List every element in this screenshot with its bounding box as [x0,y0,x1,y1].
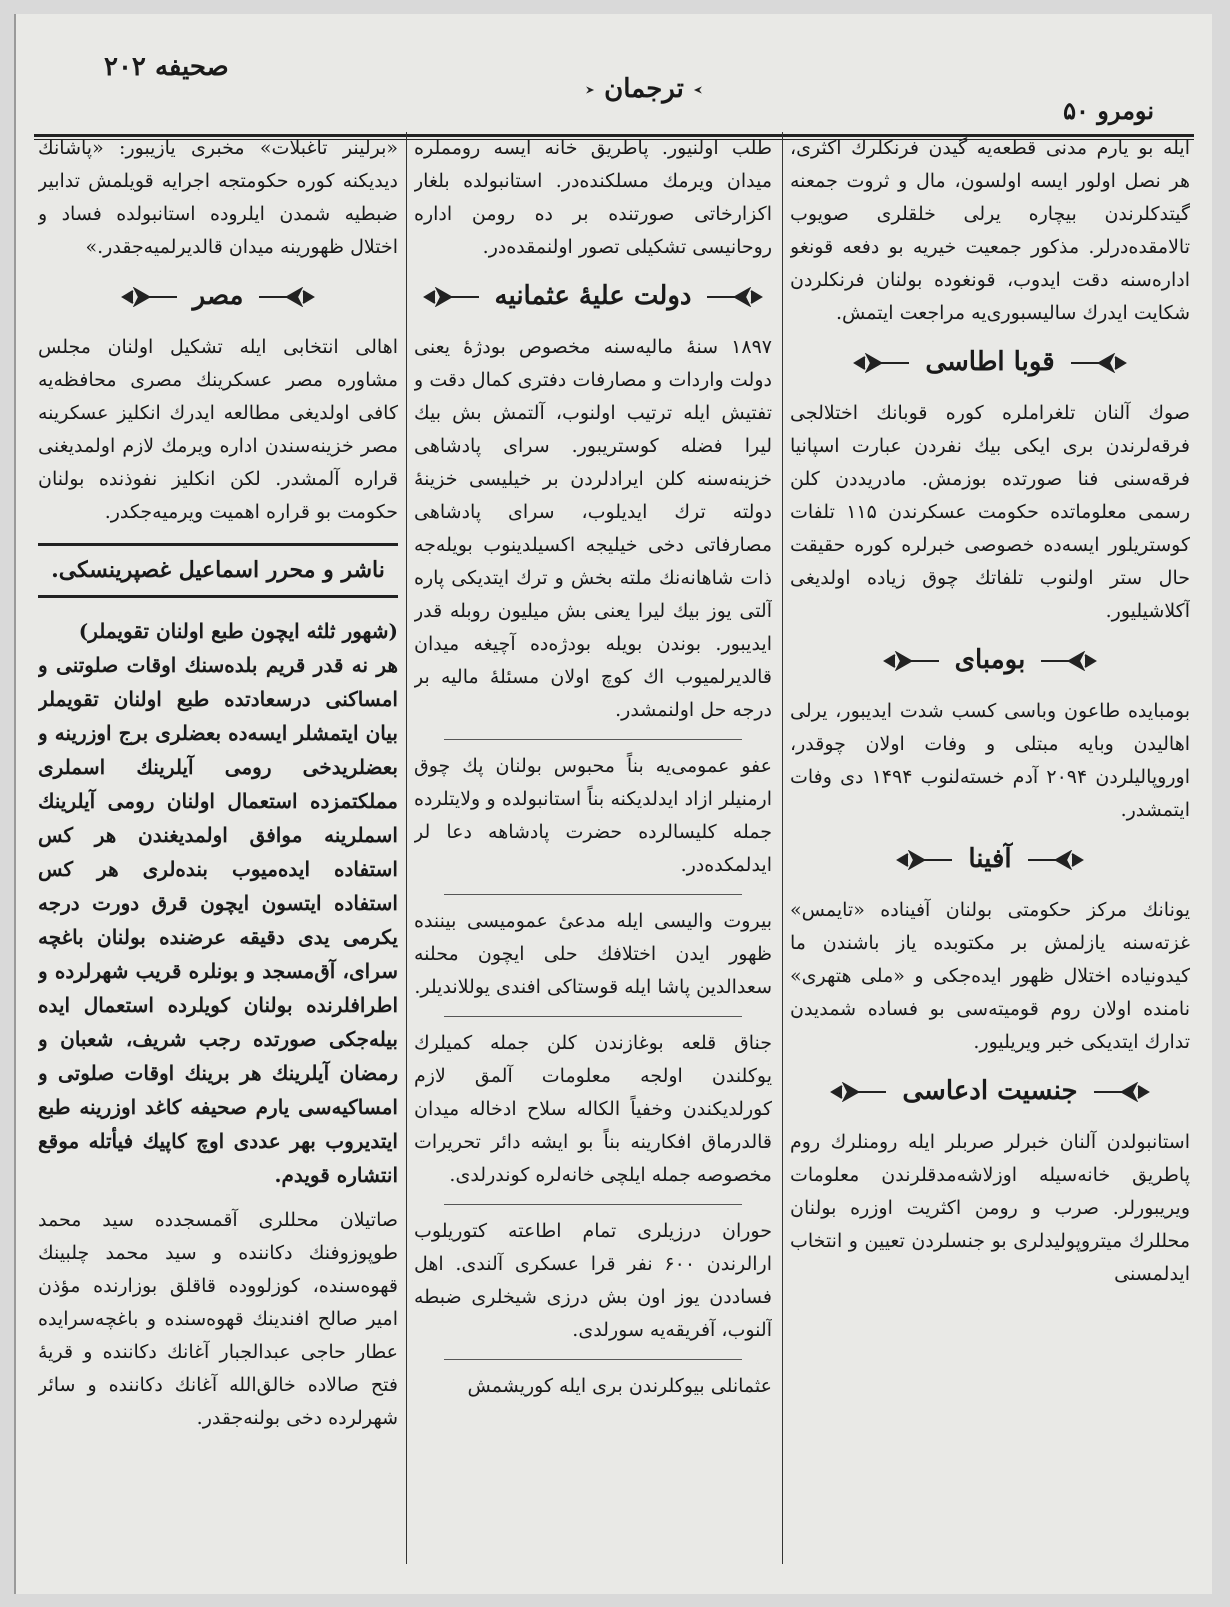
separator [444,1359,742,1360]
article-paragraph: «برلینر تاغبلات» مخبری یازیبور: «پاشانك دیدیکنه کوره حکومتجه اجرایه قویلمش تدابیر ضبطیه شمدن ایلروده استانبولده فساد و اختلال ظهورینه میدان قالدیرلمیه‌جقدر.» [38,137,398,258]
article-paragraph: بیروت والیسی ایله مدعیٔ عمومیسی بیننده ظهور ایدن اختلافك حلی ایچون محلنه سعدالدین پاشا ایله قوستاکی افندی یوللاندیلر. [414,910,772,998]
section-heading [790,644,1190,677]
ornament-icon [423,287,481,307]
article-paragraph: بومبایده طاعون وباسی کسب شدت ایدیبور، یرلی اهالیدن وبایه مبتلی و وفات اولان چوقدر، اوروپالیلردن ۲۰۹۴ آدم خسته‌لنوب ۱۴۹۴ دی وفات ایتمشدر. [790,700,1190,821]
ornament-icon [569,81,595,99]
article-paragraph: جناق قلعه بوغازندن کلن جمله کمیلرك یوکلندن اولجه معلومات آلمق لازم کورلدیکندن وخفیاً الکاله سلاح ادخاله میدان قالدرماق افکارینه بناً بو ایشه دائر تحریرات مخصوصه جمله ایلچی خانه‌لره کوندرلدی. [414,1032,772,1186]
separator [444,894,742,895]
heading-text: مصر [192,281,244,311]
ornament-icon [853,353,911,373]
column-left [38,132,398,1564]
heading-text: قوبا اطاسی [925,347,1055,377]
section-heading [38,280,398,313]
notice-title: (شهور ثلثه ایچون طبع اولنان تقویملر) [78,619,398,643]
article-paragraph: اهالی انتخابی ایله تشکیل اولنان مجلس مشاوره مصر عسکرینك مصری محافظه‌یه کافی اولدیغی مطالعه ایدرك انکلیز عسکرینه مصر خزینه‌سندن اداره ویرمك لازم اولمدیغنی قراره آلمشدر. لکن انکلیز نفوذنده بولنان حکومت بو قراره اهمیت ویرمیه‌جکدر. [38,336,398,523]
ornament-icon [693,81,719,99]
column-divider [782,132,783,1564]
newspaper-title [554,74,734,104]
newspaper-page [14,14,1212,1594]
article-paragraph: حوران درزیلری تمام اطاعته کتوریلوب ارالرندن ۶۰۰ نفر قرا عسکری آلندی. اهل فساددن یوز اون بش درزی شیخلری ضبطه آلنوب، آفریقه‌یه سورلدی. [414,1220,772,1341]
ornament-icon [883,651,941,671]
column-divider [406,132,407,1564]
ornament-icon [705,287,763,307]
publisher-byline: ناشر و محرر اسماعیل غصپرینسکی. [38,543,398,598]
separator [444,1016,742,1017]
issue-number: نومرو ۵۰ [1063,96,1154,125]
column-middle [414,132,772,1564]
heading-text: دولت علیهٔ عثمانیه [494,281,692,311]
article-paragraph: عثمانلی بیوکلرندن بری ایله کوریشمش [467,1375,772,1397]
article-paragraph: یونانك مرکز حکومتی بولنان آفیناده «تایمس» غزته‌سنه یازلمش بر مکتوبده یاز باشندن ما کیدونیاده اختلال ظهور ایده‌جکی و «ملی هتهری» نامنده اولان روم قومیته‌سی بو فساده شمدیدن تدارك ایتدیکی خبر ویریلیور. [790,899,1190,1053]
page-number: صحیفه ۲۰۲ [104,52,229,82]
masthead [34,34,1194,124]
article-paragraph: ۱۸۹۷ سنهٔ مالیه‌سنه مخصوص بودژهٔ یعنی دولت واردات و مصارفات دفتری کمال دقت و تفتیش ایله ترتیب اولنوب، آلتمش بش بیك لیرا فضله کوستریبور. سرای پادشاهی خزینه‌سنه کلن ایرادلردن بر خیلیسی خزینهٔ دولته ترك ایدیلوب، سرای پادشاهی مصارفاتی دخی خیلیجه اکسیلدینوب بویله‌جه ذات شاهانه‌نك ملته بخش و ترك ایتدیکی پاره آلتی یوز بیك لیرا یعنی بش میلیون روبله قدر ایدیبور. بوندن بویله بودژه‌ده آچیغه میدان قالدیرلمیوب اك کوچ اولان مسئلهٔ مالیه بر درجه حل اولنمشدر. [414,336,772,721]
section-heading [790,843,1190,876]
article-paragraph: ایله بو یارم مدنی قطعه‌یه گیدن فرنکلرك اکثری، هر نصل اولور ایسه اولسون، مال و ثروت جمعنه گیتدکلرندن بیچاره یرلی خلقلری صویوب تالامقده‌درلر. مذکور جمعیت خیریه بو دفعه قونغو اداره‌سنه دقت ایدوب، قونغوده بولنان فرنکلردن شکایت ایدرك سالیسبوری‌یه مراجعت ایتمش. [790,137,1190,324]
section-heading [790,346,1190,379]
article-paragraph: عفو عمومی‌یه بناً محبوس بولنان پك چوق ارمنیلر ازاد ایدلدیکنه بناً استانبولده و ولایتلرده جمله کلیسالرده حضرت پادشاهه دعا لر ایدلمکده‌در. [414,755,772,876]
heading-text: آفینا [968,844,1012,874]
ornament-icon [121,287,179,307]
section-heading [414,280,772,313]
ornament-icon [1026,850,1084,870]
ornament-icon [1039,651,1097,671]
ornament-icon [1069,353,1127,373]
column-right [790,132,1190,1564]
separator [444,1204,742,1205]
section-heading [790,1075,1190,1108]
ornament-icon [896,850,954,870]
article-paragraph: صاتیلان محللری آقمسجدده سید محمد طوپوزوفنك دکاننده و سید محمد چلبینك قهوه‌سنده، کوزلووده قاقلق بوزارنده مؤذن امیر صالح افندینك قهوه‌سنده و باغچه‌سرایده عطار حاجی عبدالجبار آغانك دکاننده و قریهٔ فتح صالاده خالق‌الله آغانك دکاننده و سائر شهرلرده دخی بولنه‌جقدر. [38,1209,398,1429]
heading-text: بومبای [954,645,1026,675]
article-paragraph: صوك آلنان تلغراملره کوره قوبانك اختلالجی فرقه‌لرندن بری ایکی بیك نفردن عبارت اسپانیا فرقه‌سنی فنا صورتده بوزمش. مادریددن کلن رسمی معلوماتده حکومت عسکرندن ۱۱۵ تلفات کوستریلور ایسه‌ده خصوصی خبرلره کوره حقیقت حال ستر اولنوب تلفاتك چوق زیاده اولدیغی آکلاشیلیور. [790,402,1190,622]
heading-text: جنسیت ادعاسی [902,1076,1078,1106]
newspaper-title-text: ترجمان [604,74,684,104]
ornament-icon [257,287,315,307]
ornament-icon [830,1082,888,1102]
article-paragraph: استانبولدن آلنان خبرلر صربلر ایله رومنلرك روم پاطریق خانه‌سیله اوزلاشه‌مدقلرندن معلومات ویریبورلر. صرب و رومن اکثریت اوزره بولنان محللرك میتروپولیدلری بو جنسلردن تعیین و انتخاب ایدلمسنی [790,1131,1190,1285]
separator [444,739,742,740]
article-paragraph: طلب اولنیور. پاطریق خانه ایسه رومملره میدان ویرمك مسلکنده‌در. استانبولده بلغار اکزارخاتی صورتنده بر ده رومن اداره روحانیسی تشکیلی تصور اولنمقده‌در. [414,137,772,258]
ornament-icon [1092,1082,1150,1102]
notice-body: هر نه قدر قریم بلده‌سنك اوقات صلوتنی و امساکنی درسعادتده طبع اولنان تقویملر بیان ایتمشلر ایسه‌ده بعضلری برج اوزرینه و بعضلریدخی رومی آیلرینك اسملری مملکتمزده استعمال اولنان رومی آیلرینك اسملرینه موافق اولمدیغندن هر کس استفاده ایده‌میوب بنده‌لری هر کس استفاده ایتسون ایچون قرق دورت درجه یکرمی یدی دقیقه عرضنده بولنان باغچه سرای، آق‌مسجد و بونلره قریب شهرلرده و اطرافلرنده بولنان کویلرده استعمال ایده بیله‌جکی صورتده رجب شریف، شعبان و رمضان آیلرینك هر برینك اوقات صلوتی و امساکیه‌سی یارم صحیفه کاغد اوزرینه طبع ایتدیروب بهر عددی اوچ کاپیك فیأتله موقع انتشاره قویدم. [38,653,398,1187]
